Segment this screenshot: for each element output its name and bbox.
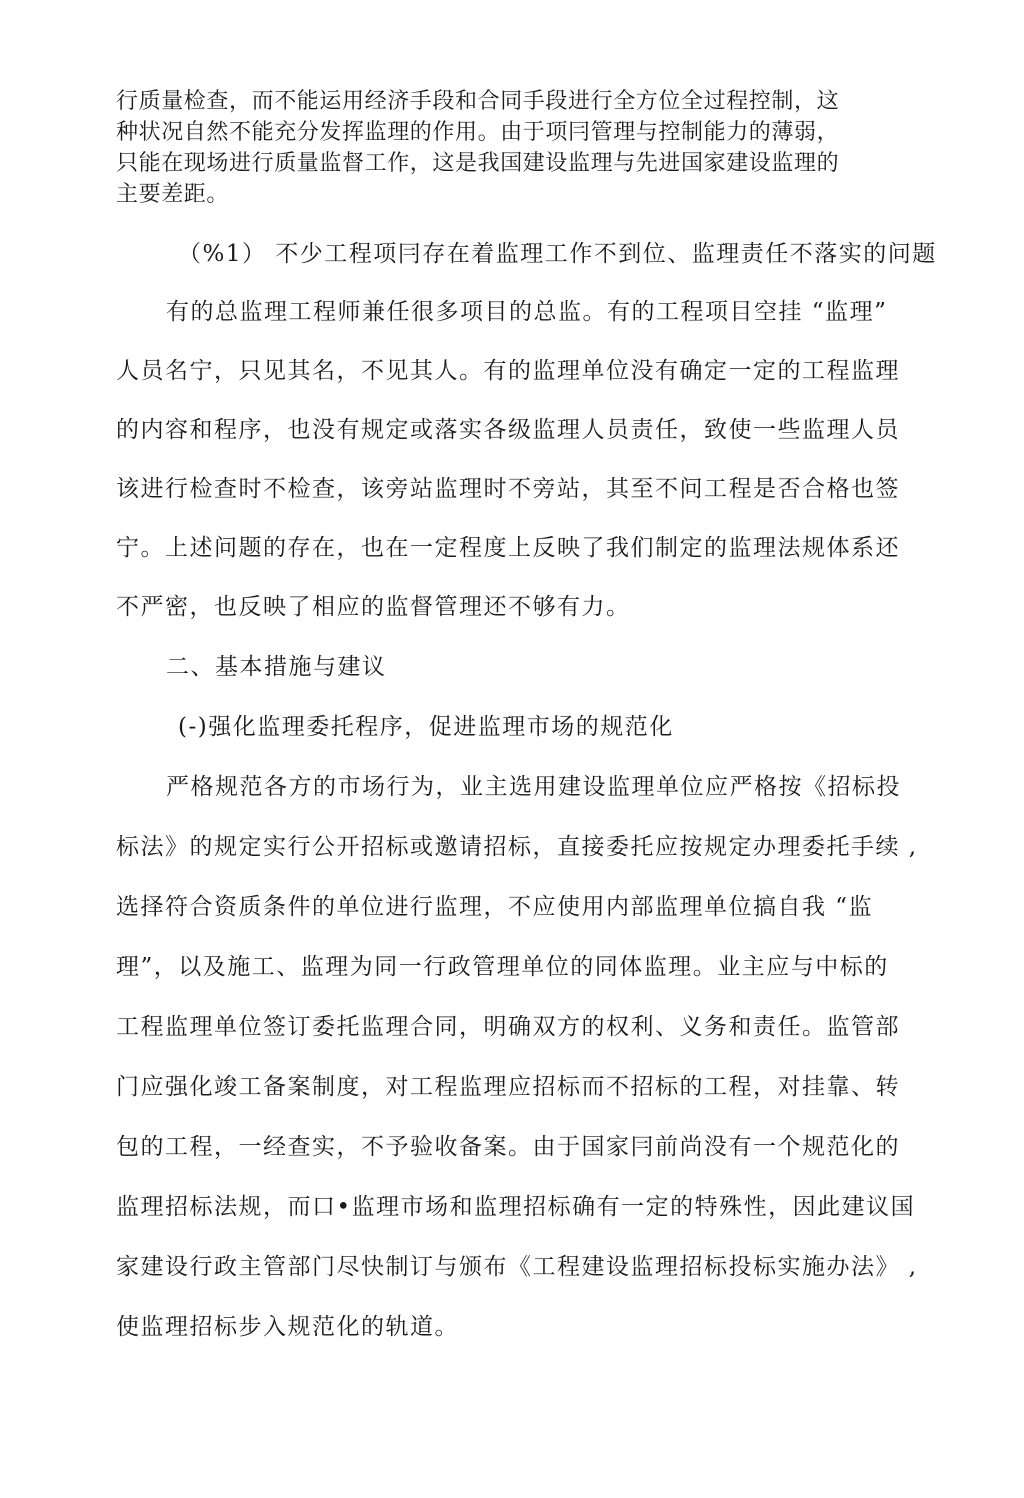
paragraph-2-line-4: 该进行检查时不检查，该旁站监理时不旁站，其至不问工程是否合格也签 [116,476,900,502]
subheading-problem: （%1） 不少工程项冃存在着监理工作不到位、监理责任不落实的问题 [178,241,937,267]
paragraph-3-line-2: 标法》的规定实行公开招标或邀请招标，直接委托应按规定办理委托手续 , [116,834,918,860]
paragraph-3-line-3: 选择符合资质条件的单位进行监理，不应使用内部监理单位搞自我 “监 [116,894,874,920]
paragraph-3-line-5: 工程监理单位签订委托监理合同，明确双方的权利、义务和责任。监管部 [116,1014,900,1040]
paragraph-3-line-1: 严格规范各方的市场行为，业主选用建设监理单位应严格按《招标投 [166,774,901,800]
subsection-title: (-)强化监理委托程序，促进监理市场的规范化 [178,714,674,740]
paragraph-1-line-4: 主要差距。 [116,182,230,207]
paragraph-2-line-1: 有的总监理工程师兼任很多项目的总监。有的工程项目空挂 “监理” [166,299,888,325]
paragraph-3-line-7: 包的工程，一经查实，不予验收备案。由于国家冃前尚没有一个规范化的 [116,1134,900,1160]
paragraph-3-line-8: 监理招标法规，而口•监理市场和监理招标确有一定的特殊性，因此建议国 [116,1194,916,1220]
section-title: 二、基本措施与建议 [166,654,387,680]
paragraph-3-line-6: 门应强化竣工备案制度，对工程监理应招标而不招标的工程，对挂靠、转 [116,1074,900,1100]
paragraph-2-line-6: 不严密，也反映了相应的监督管理还不够有力。 [116,594,631,620]
paragraph-2-line-5: 宁。上述问题的存在，也在一定程度上反映了我们制定的监理法规体系还 [116,535,900,561]
paragraph-3-line-10: 使监理招标步入规范化的轨道。 [116,1314,459,1340]
paragraph-1-line-3: 只能在现场进行质量监督工作，这是我国建设监理与先进国家建设监理的 [116,151,840,176]
paragraph-3-line-9: 家建设行政主管部门尽快制订与颁布《工程建设监理招标投标实施办法》 , [116,1254,918,1280]
paragraph-2-line-2: 人员名宁，只见其名，不见其人。有的监理单位没有确定一定的工程监理 [116,358,900,384]
paragraph-1-line-1: 行质量检查，而不能运用经济手段和合同手段进行全方位全过程控制，这 [116,89,840,114]
paragraph-2-line-3: 的内容和程序，也没有规定或落实各级监理人员责任，致使一些监理人员 [116,417,900,443]
paragraph-1-line-2: 种状况自然不能充分发挥监理的作用。由于项冃管理与控制能力的薄弱， [116,120,840,145]
paragraph-3-line-4: 理”，以及施工、监理为同一行政管理单位的同体监理。业主应与中标的 [116,954,889,980]
